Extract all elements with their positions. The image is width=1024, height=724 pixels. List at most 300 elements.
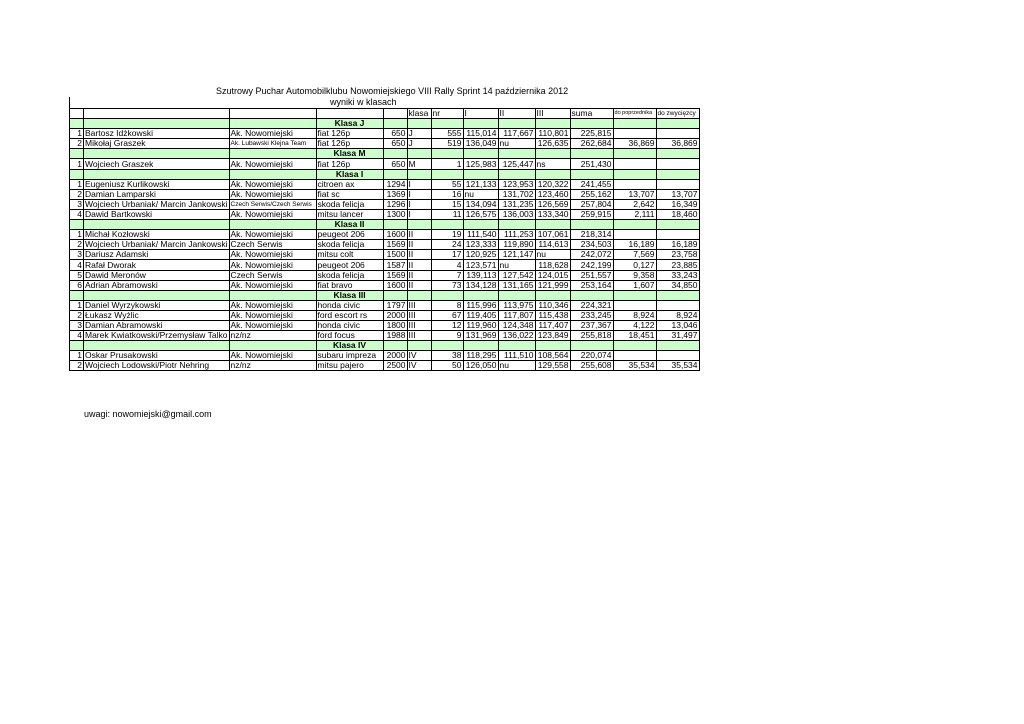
to-winner-cell: 33,243 bbox=[656, 270, 699, 280]
number-cell: 519 bbox=[431, 139, 463, 149]
class-header-cell bbox=[70, 290, 84, 300]
total-cell: 237,367 bbox=[570, 320, 613, 330]
table-row bbox=[70, 199, 700, 209]
total-cell: 242,199 bbox=[570, 260, 613, 270]
position-cell: 2 bbox=[70, 189, 84, 199]
run-1-cell: 134,094 bbox=[463, 199, 498, 209]
table-row bbox=[70, 159, 700, 169]
table-row bbox=[70, 240, 700, 250]
number-cell: 9 bbox=[431, 331, 463, 341]
driver-cell: Wojciech Urbaniak/ Marcin Jankowski bbox=[85, 239, 228, 250]
run-2-cell: 125,447 bbox=[498, 159, 535, 169]
class-header-cell bbox=[498, 220, 535, 230]
class-cell: J bbox=[407, 129, 431, 139]
total-cell: 253,164 bbox=[570, 280, 613, 290]
to-previous-cell: 1,607 bbox=[613, 280, 656, 290]
class-header-cell bbox=[535, 119, 570, 129]
class-header-row bbox=[70, 341, 700, 351]
number-cell: 7 bbox=[431, 270, 463, 280]
driver-cell: Daniel Wyrzykowski bbox=[84, 300, 230, 310]
run-3-cell: 117,407 bbox=[535, 320, 570, 330]
car-cell: subaru impreza bbox=[316, 351, 383, 361]
class-header-cell bbox=[613, 149, 656, 159]
position-cell: 6 bbox=[70, 280, 84, 290]
header-to-winner: do zwycięzcy bbox=[656, 109, 699, 119]
header-nr: nr bbox=[431, 109, 463, 119]
position-cell: 4 bbox=[70, 331, 84, 341]
club-cell: Ak. Nowomiejski bbox=[229, 351, 316, 361]
number-cell: 555 bbox=[431, 129, 463, 139]
to-winner-cell bbox=[656, 230, 699, 240]
class-header-cell bbox=[463, 341, 498, 351]
results-table bbox=[69, 108, 700, 371]
to-winner-cell: 23,758 bbox=[656, 250, 699, 260]
club-cell: Ak. Lubawski Klejna Team bbox=[229, 139, 316, 149]
run-2-cell: 124,348 bbox=[498, 320, 535, 330]
to-previous-cell: 35,534 bbox=[613, 361, 656, 371]
class-header-cell bbox=[535, 169, 570, 179]
class-header-row bbox=[70, 149, 700, 159]
total-cell: 257,804 bbox=[570, 199, 613, 209]
run-3-cell: 124,015 bbox=[535, 270, 570, 280]
to-previous-cell: 7,569 bbox=[613, 250, 656, 260]
position-cell: 1 bbox=[70, 300, 84, 310]
driver-cell: Dawid Meronów bbox=[84, 270, 230, 280]
driver-cell: Łukasz Wyżlic bbox=[84, 310, 230, 320]
run-3-cell: 114,613 bbox=[535, 240, 570, 250]
run-2-cell: 131,702 bbox=[498, 189, 535, 199]
run-3-cell: 107,061 bbox=[535, 230, 570, 240]
class-cell: II bbox=[407, 230, 431, 240]
car-cell: honda civic bbox=[316, 300, 383, 310]
to-winner-cell bbox=[656, 179, 699, 189]
run-2-cell: 111,510 bbox=[498, 351, 535, 361]
number-cell: 4 bbox=[431, 260, 463, 270]
class-header-cell bbox=[431, 220, 463, 230]
engine-cell: 1296 bbox=[383, 199, 407, 209]
class-header-cell bbox=[463, 220, 498, 230]
class-header-cell bbox=[431, 290, 463, 300]
class-header-cell bbox=[84, 341, 230, 351]
class-header-cell bbox=[383, 149, 407, 159]
engine-cell: 1500 bbox=[383, 250, 407, 260]
to-winner-cell: 13,707 bbox=[656, 189, 699, 199]
car-cell: fiat bravo bbox=[316, 280, 383, 290]
class-cell: IV bbox=[407, 351, 431, 361]
car-cell: skoda felicja bbox=[316, 240, 383, 250]
total-cell: 225,815 bbox=[570, 129, 613, 139]
run-1-cell: 115,014 bbox=[463, 129, 498, 139]
club-cell: Ak. Nowomiejski bbox=[229, 310, 316, 320]
run-2-cell: 123,953 bbox=[498, 179, 535, 189]
class-header-cell bbox=[407, 341, 431, 351]
class-cell: I bbox=[407, 209, 431, 219]
run-3-cell: 115,438 bbox=[535, 310, 570, 320]
class-header-cell bbox=[84, 169, 230, 179]
class-header-cell bbox=[656, 290, 699, 300]
position-cell: 2 bbox=[70, 139, 84, 149]
engine-cell: 2000 bbox=[383, 310, 407, 320]
total-cell: 233,245 bbox=[570, 310, 613, 320]
car-cell: mitsu lancer bbox=[316, 209, 383, 219]
class-header-cell bbox=[613, 220, 656, 230]
class-header-cell bbox=[463, 290, 498, 300]
table-row bbox=[70, 230, 700, 240]
run-2-cell: 136,022 bbox=[498, 331, 535, 341]
driver-cell: Damian Abramowski bbox=[84, 320, 230, 330]
to-previous-cell: 18,451 bbox=[613, 331, 656, 341]
run-2-cell: 117,667 bbox=[498, 129, 535, 139]
run-3-cell: 110,346 bbox=[535, 300, 570, 310]
run-3-cell: nu bbox=[535, 250, 570, 260]
club-cell: Czech Serwis bbox=[229, 240, 316, 250]
table-row bbox=[70, 300, 700, 310]
engine-cell: 1300 bbox=[383, 209, 407, 219]
car-cell: ford focus bbox=[316, 331, 383, 341]
run-1-cell: 131,969 bbox=[463, 331, 498, 341]
run-1-cell: 118,295 bbox=[463, 351, 498, 361]
class-cell: III bbox=[407, 320, 431, 330]
class-header-cell bbox=[70, 149, 84, 159]
class-cell: II bbox=[407, 280, 431, 290]
club-cell: Ak. Nowomiejski bbox=[229, 129, 316, 139]
class-header-cell bbox=[498, 169, 535, 179]
class-cell: III bbox=[407, 300, 431, 310]
engine-cell: 1988 bbox=[383, 331, 407, 341]
club-cell: Czech Serwis/Czech Serwis bbox=[229, 199, 316, 209]
class-header-cell bbox=[656, 119, 699, 129]
class-cell: J bbox=[407, 139, 431, 149]
engine-cell: 2500 bbox=[383, 361, 407, 371]
class-header-cell bbox=[535, 290, 570, 300]
number-cell: 12 bbox=[431, 320, 463, 330]
driver-cell: Rafał Dworak bbox=[84, 260, 230, 270]
to-winner-cell bbox=[656, 129, 699, 139]
number-cell: 15 bbox=[431, 199, 463, 209]
class-header-cell bbox=[84, 290, 230, 300]
class-header-cell bbox=[383, 341, 407, 351]
table-row bbox=[70, 361, 700, 371]
run-2-cell: 117,807 bbox=[498, 310, 535, 320]
document-subtitle: wyniki w klasach bbox=[330, 97, 397, 107]
header-cell bbox=[70, 109, 84, 119]
class-header-cell bbox=[535, 149, 570, 159]
number-cell: 17 bbox=[431, 250, 463, 260]
table-row bbox=[70, 280, 700, 290]
total-cell: 251,557 bbox=[570, 270, 613, 280]
to-previous-cell: 13,707 bbox=[613, 189, 656, 199]
class-cell: I bbox=[407, 189, 431, 199]
class-header-cell bbox=[570, 341, 613, 351]
class-name: Klasa III bbox=[316, 290, 383, 300]
total-cell: 255,818 bbox=[570, 331, 613, 341]
contact-note: uwagi: nowomiejski@gmail.com bbox=[84, 409, 212, 419]
run-3-cell: 121,999 bbox=[535, 280, 570, 290]
class-header-cell bbox=[570, 290, 613, 300]
total-cell: 241,455 bbox=[570, 179, 613, 189]
class-header-cell bbox=[383, 169, 407, 179]
class-header-cell bbox=[463, 119, 498, 129]
driver-cell: Wojciech Urbaniak/ Marcin Jankowski bbox=[85, 199, 228, 209]
table-row bbox=[70, 179, 700, 189]
class-header-cell bbox=[70, 119, 84, 129]
run-1-cell: 126,050 bbox=[463, 361, 498, 371]
engine-cell: 1797 bbox=[383, 300, 407, 310]
run-1-cell: 134,128 bbox=[463, 280, 498, 290]
class-header-cell bbox=[613, 290, 656, 300]
run-1-cell: 119,405 bbox=[463, 310, 498, 320]
to-previous-cell bbox=[613, 129, 656, 139]
run-3-cell: 108,564 bbox=[535, 351, 570, 361]
class-cell: III bbox=[407, 310, 431, 320]
car-cell: peugeot 206 bbox=[316, 260, 383, 270]
position-cell: 3 bbox=[70, 320, 84, 330]
club-cell: Ak. Nowomiejski bbox=[229, 280, 316, 290]
header-cell bbox=[229, 109, 316, 119]
to-winner-cell: 18,460 bbox=[656, 209, 699, 219]
position-cell: 5 bbox=[70, 270, 84, 280]
class-header-cell bbox=[431, 341, 463, 351]
class-header-cell bbox=[84, 119, 230, 129]
driver-cell: Wojciech Graszek bbox=[84, 159, 230, 169]
number-cell: 1 bbox=[431, 159, 463, 169]
class-header-cell bbox=[70, 341, 84, 351]
class-header-row bbox=[70, 290, 700, 300]
table-row bbox=[70, 270, 700, 280]
class-name: Klasa II bbox=[316, 220, 383, 230]
club-cell: Ak. Nowomiejski bbox=[229, 300, 316, 310]
class-header-cell bbox=[229, 290, 316, 300]
table-row bbox=[70, 310, 700, 320]
position-cell: 2 bbox=[70, 310, 84, 320]
header-run-3: III bbox=[535, 109, 570, 119]
driver-cell: Michał Kozłowski bbox=[84, 230, 230, 240]
class-header-cell bbox=[498, 119, 535, 129]
engine-cell: 2000 bbox=[383, 351, 407, 361]
driver-cell: Mikołaj Graszek bbox=[84, 139, 230, 149]
car-cell: fiat sc bbox=[316, 189, 383, 199]
driver-cell: Wojciech Lodowski/Piotr Nehring bbox=[84, 361, 230, 371]
run-1-cell: 121,133 bbox=[463, 179, 498, 189]
run-3-cell: 129,558 bbox=[535, 361, 570, 371]
number-cell: 24 bbox=[431, 240, 463, 250]
total-cell: 251,430 bbox=[570, 159, 613, 169]
position-cell: 1 bbox=[70, 129, 84, 139]
class-header-cell bbox=[84, 149, 230, 159]
run-1-cell: 126,575 bbox=[463, 209, 498, 219]
class-header-cell bbox=[84, 220, 230, 230]
club-cell: Ak. Nowomiejski bbox=[229, 159, 316, 169]
run-3-cell: 133,340 bbox=[535, 209, 570, 219]
class-header-cell bbox=[407, 290, 431, 300]
position-cell: 2 bbox=[70, 361, 84, 371]
run-1-cell: 111,540 bbox=[463, 230, 498, 240]
class-header-cell bbox=[463, 169, 498, 179]
total-cell: 242,072 bbox=[570, 250, 613, 260]
header-cell bbox=[383, 109, 407, 119]
run-3-cell: 118,628 bbox=[535, 260, 570, 270]
club-cell: Ak. Nowomiejski bbox=[229, 230, 316, 240]
run-2-cell: 111,253 bbox=[498, 230, 535, 240]
table-row bbox=[70, 320, 700, 330]
run-1-cell: 139,113 bbox=[463, 270, 498, 280]
club-cell: Ak. Nowomiejski bbox=[229, 250, 316, 260]
class-header-cell bbox=[498, 341, 535, 351]
class-cell: IV bbox=[407, 361, 431, 371]
total-cell: 255,608 bbox=[570, 361, 613, 371]
run-1-cell: 120,925 bbox=[463, 250, 498, 260]
run-1-cell: 123,571 bbox=[463, 260, 498, 270]
number-cell: 55 bbox=[431, 179, 463, 189]
class-header-cell bbox=[431, 169, 463, 179]
class-cell: I bbox=[407, 179, 431, 189]
driver-cell: Adrian Abramowski bbox=[84, 280, 230, 290]
class-header-cell bbox=[498, 290, 535, 300]
car-cell: fiat 126p bbox=[316, 129, 383, 139]
to-previous-cell: 16,189 bbox=[613, 240, 656, 250]
run-2-cell: nu bbox=[498, 139, 535, 149]
engine-cell: 1569 bbox=[383, 270, 407, 280]
class-cell: II bbox=[407, 250, 431, 260]
document-title: Szutrowy Puchar Automobilklubu Nowomiejskiego VIII Rally Sprint 14 października 2012 bbox=[216, 86, 569, 96]
table-row bbox=[70, 351, 700, 361]
header-to-previous: do poprzednika bbox=[613, 109, 656, 119]
position-cell: 2 bbox=[70, 240, 84, 250]
run-2-cell: 136,003 bbox=[498, 209, 535, 219]
to-previous-cell bbox=[613, 179, 656, 189]
engine-cell: 1369 bbox=[383, 189, 407, 199]
class-header-cell bbox=[656, 341, 699, 351]
number-cell: 50 bbox=[431, 361, 463, 371]
class-cell: II bbox=[407, 260, 431, 270]
club-cell: Ak. Nowomiejski bbox=[229, 189, 316, 199]
header-cell bbox=[84, 109, 230, 119]
to-winner-cell: 13,046 bbox=[656, 320, 699, 330]
table-row bbox=[70, 189, 700, 199]
table-row bbox=[70, 250, 700, 260]
class-header-cell bbox=[656, 169, 699, 179]
class-header-cell bbox=[656, 149, 699, 159]
class-header-cell bbox=[498, 149, 535, 159]
class-header-cell bbox=[70, 169, 84, 179]
class-header-cell bbox=[407, 220, 431, 230]
number-cell: 19 bbox=[431, 230, 463, 240]
car-cell: skoda felicja bbox=[316, 199, 383, 209]
class-header-cell bbox=[613, 341, 656, 351]
header-suma: suma bbox=[570, 109, 613, 119]
run-2-cell: nu bbox=[498, 361, 535, 371]
engine-cell: 1800 bbox=[383, 320, 407, 330]
class-cell: II bbox=[407, 270, 431, 280]
class-header-cell bbox=[229, 169, 316, 179]
to-winner-cell bbox=[656, 351, 699, 361]
class-name: Klasa IV bbox=[316, 341, 383, 351]
run-1-cell: nu bbox=[463, 189, 498, 199]
total-cell: 218,314 bbox=[570, 230, 613, 240]
number-cell: 16 bbox=[431, 189, 463, 199]
driver-cell: Eugeniusz Kurlikowski bbox=[84, 179, 230, 189]
position-cell: 4 bbox=[70, 260, 84, 270]
class-header-cell bbox=[570, 169, 613, 179]
total-cell: 224,321 bbox=[570, 300, 613, 310]
club-cell: nz/nz bbox=[229, 361, 316, 371]
run-1-cell: 136,049 bbox=[463, 139, 498, 149]
class-name: Klasa I bbox=[316, 169, 383, 179]
position-cell: 1 bbox=[70, 159, 84, 169]
to-winner-cell: 16,349 bbox=[656, 199, 699, 209]
driver-cell: Marek Kwiatkowski/Przemysław Talko bbox=[85, 330, 228, 341]
header-klasa: klasa bbox=[407, 109, 431, 119]
to-winner-cell bbox=[656, 300, 699, 310]
to-winner-cell bbox=[656, 159, 699, 169]
position-cell: 1 bbox=[70, 179, 84, 189]
class-header-cell bbox=[463, 149, 498, 159]
class-cell: M bbox=[407, 159, 431, 169]
club-cell: Czech Serwis bbox=[229, 270, 316, 280]
class-header-row bbox=[70, 169, 700, 179]
class-header-cell bbox=[383, 119, 407, 129]
total-cell: 259,915 bbox=[570, 209, 613, 219]
number-cell: 38 bbox=[431, 351, 463, 361]
table-row bbox=[70, 209, 700, 219]
total-cell: 234,503 bbox=[570, 240, 613, 250]
class-header-cell bbox=[383, 220, 407, 230]
header-run-2: II bbox=[498, 109, 535, 119]
class-header-cell bbox=[407, 119, 431, 129]
run-1-cell: 123,333 bbox=[463, 240, 498, 250]
number-cell: 73 bbox=[431, 280, 463, 290]
class-header-row bbox=[70, 119, 700, 129]
run-1-cell: 115,996 bbox=[463, 300, 498, 310]
number-cell: 67 bbox=[431, 310, 463, 320]
class-header-cell bbox=[570, 119, 613, 129]
car-cell: fiat 126p bbox=[316, 139, 383, 149]
position-cell: 1 bbox=[70, 230, 84, 240]
car-cell: mitsu pajero bbox=[316, 361, 383, 371]
to-previous-cell bbox=[613, 159, 656, 169]
class-header-cell bbox=[407, 149, 431, 159]
club-cell: nz/nz bbox=[229, 331, 316, 341]
to-winner-cell: 16,189 bbox=[656, 240, 699, 250]
to-previous-cell bbox=[613, 300, 656, 310]
run-2-cell: 113,975 bbox=[498, 300, 535, 310]
run-3-cell: 123,849 bbox=[535, 331, 570, 341]
to-previous-cell bbox=[613, 230, 656, 240]
class-name: Klasa M bbox=[316, 149, 383, 159]
position-cell: 3 bbox=[70, 250, 84, 260]
car-cell: honda civic bbox=[316, 320, 383, 330]
run-3-cell: ns bbox=[535, 159, 570, 169]
car-cell: mitsu colt bbox=[316, 250, 383, 260]
club-cell: Ak. Nowomiejski bbox=[229, 260, 316, 270]
car-cell: peugeot 206 bbox=[316, 230, 383, 240]
car-cell: citroen ax bbox=[316, 179, 383, 189]
class-header-cell bbox=[407, 169, 431, 179]
header-cell bbox=[316, 109, 383, 119]
driver-cell: Bartosz Idżkowski bbox=[84, 129, 230, 139]
engine-cell: 1294 bbox=[383, 179, 407, 189]
class-header-cell bbox=[229, 220, 316, 230]
class-header-cell bbox=[229, 149, 316, 159]
to-winner-cell: 35,534 bbox=[656, 361, 699, 371]
table-row bbox=[70, 331, 700, 341]
run-2-cell: 121,147 bbox=[498, 250, 535, 260]
engine-cell: 1600 bbox=[383, 230, 407, 240]
to-previous-cell: 8,924 bbox=[613, 310, 656, 320]
to-winner-cell: 31,497 bbox=[656, 331, 699, 341]
class-header-cell bbox=[613, 119, 656, 129]
to-winner-cell: 36,869 bbox=[656, 139, 699, 149]
